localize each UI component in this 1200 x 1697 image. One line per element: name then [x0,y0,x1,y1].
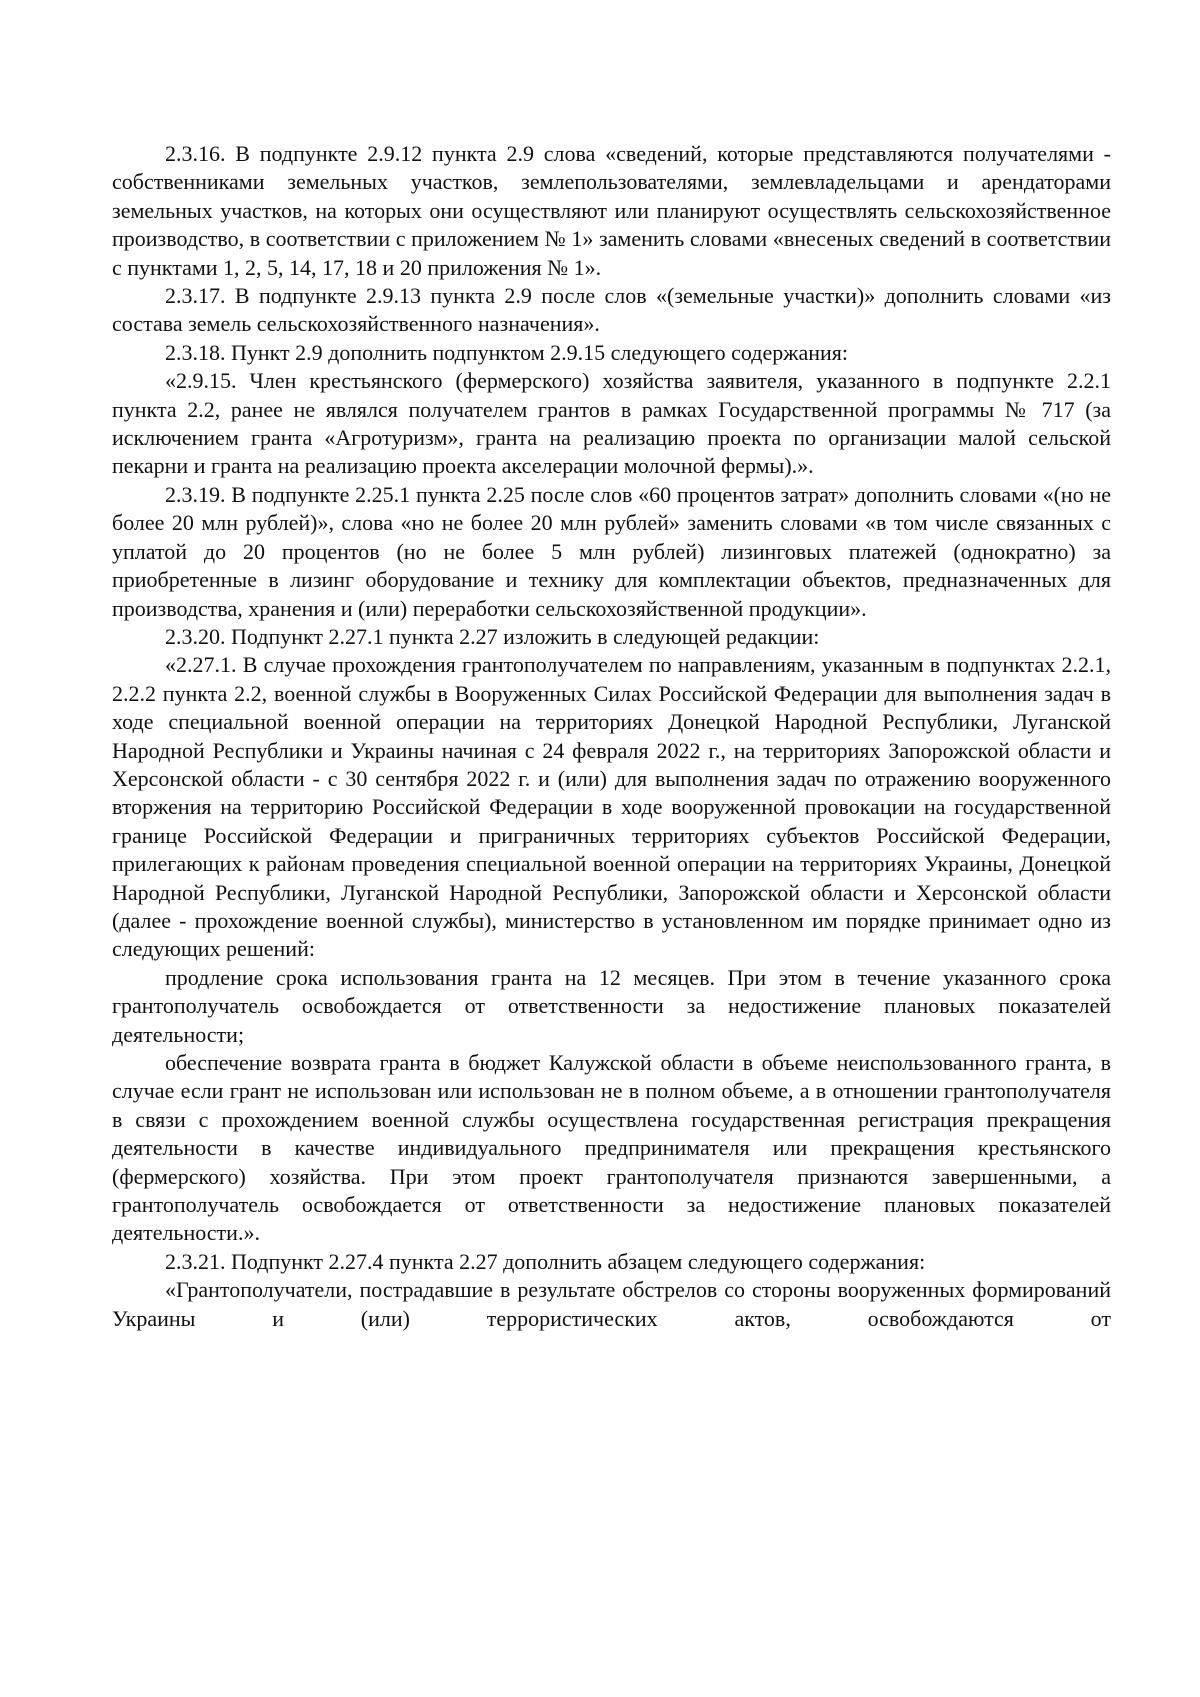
paragraph-2-3-16: 2.3.16. В подпункте 2.9.12 пункта 2.9 слова «сведений, которые представляются получателями - собственниками земельных участков, землепользователями, землевладельцами и арендаторами земельных участков, на которых они осуществляют или планируют осуществлять сельскохозяйственное производство, в соответствии с приложением № 1» заменить словами «внесеных сведений в соответствии с пунктами 1, 2, 5, 14, 17, 18 и 20 приложения № 1». [112,141,1111,280]
paragraph-2-3-21: 2.3.21. Подпункт 2.27.4 пункта 2.27 дополнить абзацем следующего содержания: [165,1248,926,1274]
paragraph-grant-recipients-quote: «Грантополучатели, пострадавшие в результате обстрелов со стороны вооруженных формирований Украины и (или) террористических актов, освобождаются от [112,1277,1111,1331]
paragraph-2-3-19: 2.3.19. В подпункте 2.25.1 пункта 2.25 после слов «60 процентов затрат» дополнить словами «(но не более 20 млн рублей)», слова «но не более 20 млн рублей» заменить словами «в том числе связанных с уплатой до 20 процентов (но не более 5 млн рублей) лизинговых платежей (однократно) за приобретенные в лизинг оборудование и технику для комплектации объектов, предназначенных для производства, хранения и (или) переработки сельскохозяйственной продукции». [112,481,1111,621]
document-page [112,140,1111,1333]
paragraph-2-3-18: 2.3.18. Пункт 2.9 дополнить подпунктом 2.9.15 следующего содержания: [165,339,848,365]
paragraph-extension-option: продление срока использования гранта на 12 месяцев. При этом в течение указанного срока грантополучатель освобождается от ответственности за недостижение плановых показателей деятельности; [112,964,1111,1047]
paragraph-2-3-20: 2.3.20. Подпункт 2.27.1 пункта 2.27 изложить в следующей редакции: [165,623,820,649]
paragraph-return-option: обеспечение возврата гранта в бюджет Калужской области в объеме неиспользованного гранта, в случае если грант не использован или использован не в полном объеме, а в отношении грантополучателя в связи с прохождением военной службы осуществлена государственная регистрация прекращения деятельности в качестве индивидуального предпринимателя или прекращения крестьянского (фермерского) хозяйства. При этом проект грантополучателя признаются завершенными, а грантополучатель освобождается от ответственности за недостижение плановых показателей деятельности.». [112,1050,1111,1246]
paragraph-2-9-15-quote: «2.9.15. Член крестьянского (фермерского) хозяйства заявителя, указанного в подпункте 2.2.1 пункта 2.2, ранее не являлся получателем грантов в рамках Государственной программы № 717 (за исключением гранта «Агротуризм», гранта на реализацию проекта по организации малой сельской пекарни и гранта на реализацию проекта акселерации молочной фермы).». [112,368,1111,479]
paragraph-2-27-1-quote: «2.27.1. В случае прохождения грантополучателем по направлениям, указанным в подпунктах 2.2.1, 2.2.2 пункта 2.2, военной службы в Вооруженных Силах Российской Федерации для выполнения задач в ходе специальной военной операции на территориях Донецкой Народной Республики, Луганской Народной Республики и Украины начиная с 24 февраля 2022 г., на территориях Запорожской области и Херсонской области - с 30 сентября 2022 г. и (или) для выполнения задач по отражению вооруженного вторжения на территорию Российской Федерации в ходе вооруженной провокации на государственной границе Российской Федерации и приграничных территориях субъектов Российской Федерации, прилегающих к районам проведения специальной военной операции на территориях Украины, Донецкой Народной Республики, Луганской Народной Республики, Запорожской области и Херсонской области (далее - прохождение военной службы), министерство в установленном им порядке принимает одно из следующих решений: [112,652,1111,962]
paragraph-2-3-17: 2.3.17. В подпункте 2.9.13 пункта 2.9 после слов «(земельные участки)» дополнить словами «из состава земель сельскохозяйственного назначения». [112,283,1111,337]
